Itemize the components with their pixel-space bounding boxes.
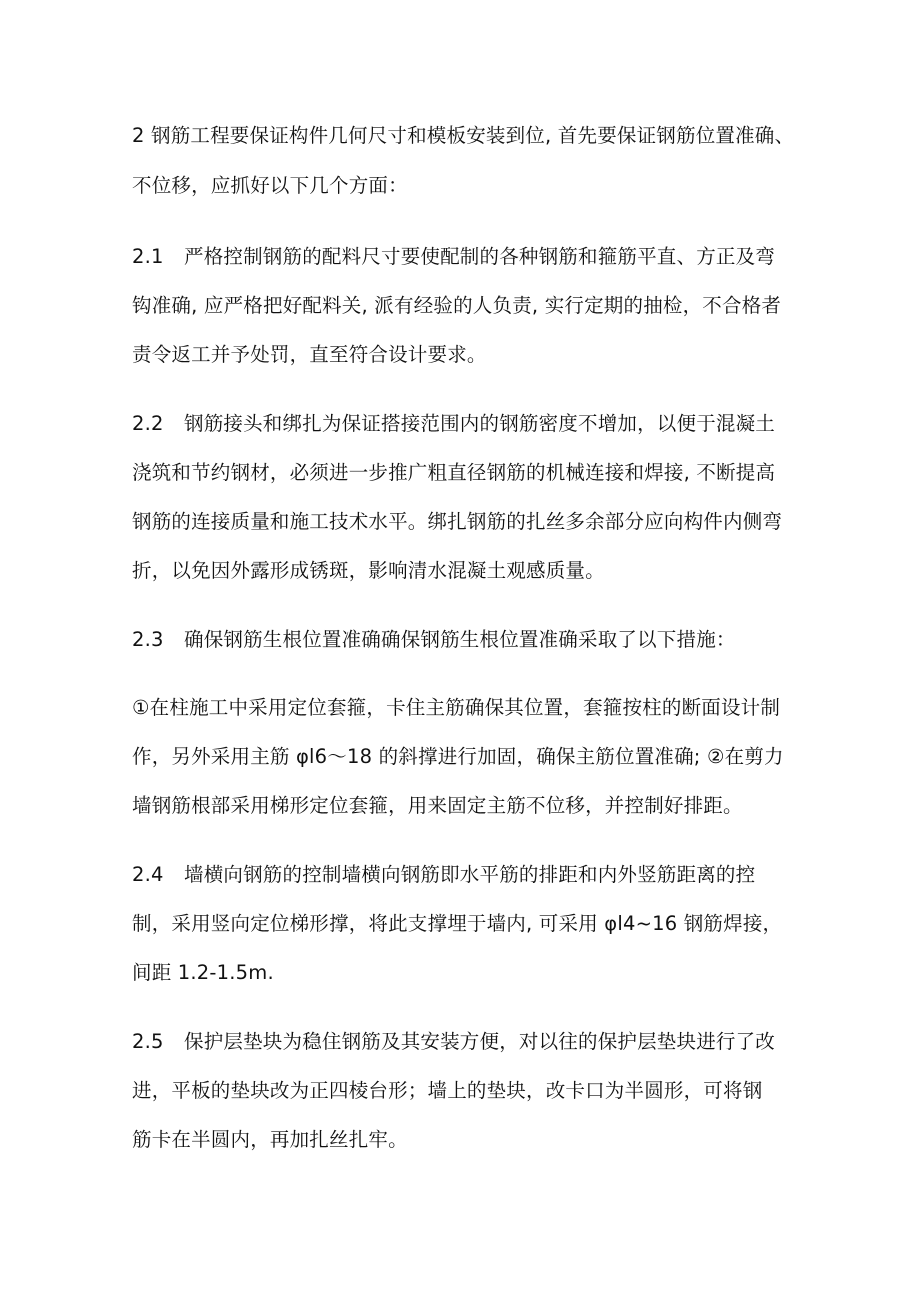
paragraph-2-1-text-1: 严格控制钢筋的配料尺寸要使配制的各种钢筋和箍筋平直、方正及弯	[184, 245, 776, 268]
paragraph-2-4-line-3: 间距 1.2-1.5m.	[132, 961, 274, 984]
paragraph-measures-line-2: 作，另外采用主筋 φl6～18 的斜撑进行加固，确保主筋位置准确; ②在剪力	[132, 745, 784, 768]
paragraph-intro-line-1: 2 钢筋工程要保证构件几何尺寸和模板安装到位, 首先要保证钢筋位置准确、	[132, 124, 795, 147]
paragraph-2-2-line-3: 钢筋的连接质量和施工技术水平。绑扎钢筋的扎丝多余部分应向构件内侧弯	[132, 510, 783, 533]
paragraph-2-5-line-1	[132, 1028, 775, 1056]
paragraph-2-4-line-1	[132, 861, 755, 889]
paragraph-2-3-text-1: 确保钢筋生根位置准确确保钢筋生根位置准确采取了以下措施：	[184, 628, 736, 651]
section-number-2-5: 2.5	[132, 1030, 164, 1053]
section-number-2-4: 2.4	[132, 863, 164, 886]
paragraph-2-2-line-4: 折，以免因外露形成锈斑，影响清水混凝土观感质量。	[132, 559, 605, 582]
section-number-2-2: 2.2	[132, 412, 164, 435]
paragraph-2-2-line-1	[132, 410, 775, 438]
paragraph-2-5-line-2: 进，平板的垫块改为正四棱台形；墙上的垫块，改卡口为半圆形，可将钢	[132, 1079, 763, 1102]
paragraph-2-1-line-3: 责令返工并予处罚，直至符合设计要求。	[132, 343, 487, 366]
paragraph-2-1-line-2: 钩准确, 应严格把好配料关, 派有经验的人负责, 实行定期的抽检，不合格者	[132, 294, 782, 317]
section-number-2-3: 2.3	[132, 628, 164, 651]
paragraph-measures-line-3: 墙钢筋根部采用梯形定位套箍，用来固定主筋不位移，并控制好排距。	[132, 794, 743, 817]
paragraph-2-4-text-1: 墙横向钢筋的控制墙横向钢筋即水平筋的排距和内外竖筋距离的控	[184, 863, 756, 886]
paragraph-2-5-text-1: 保护层垫块为稳住钢筋及其安装方便，对以往的保护层垫块进行了改	[184, 1030, 776, 1053]
section-number-2-1: 2.1	[132, 245, 164, 268]
paragraph-intro-line-2: 不位移，应抓好以下几个方面：	[132, 174, 408, 197]
paragraph-2-4-line-2: 制，采用竖向定位梯形撑，将此支撑埋于墙内, 可采用 φl4~16 钢筋焊接，	[132, 912, 783, 935]
paragraph-measures-line-1: ①在柱施工中采用定位套箍，卡住主筋确保其位置，套箍按柱的断面设计制	[132, 696, 781, 719]
paragraph-2-1-line-1	[132, 243, 775, 271]
paragraph-2-2-text-1: 钢筋接头和绑扎为保证搭接范围内的钢筋密度不增加，以便于混凝土	[184, 412, 776, 435]
paragraph-2-5-line-3: 筋卡在半圆内，再加扎丝扎牢。	[132, 1128, 408, 1151]
paragraph-2-2-line-2: 浇筑和节约钢材，必须进一步推广粗直径钢筋的机械连接和焊接, 不断提高	[132, 461, 776, 484]
paragraph-2-3-line-1	[132, 626, 736, 654]
